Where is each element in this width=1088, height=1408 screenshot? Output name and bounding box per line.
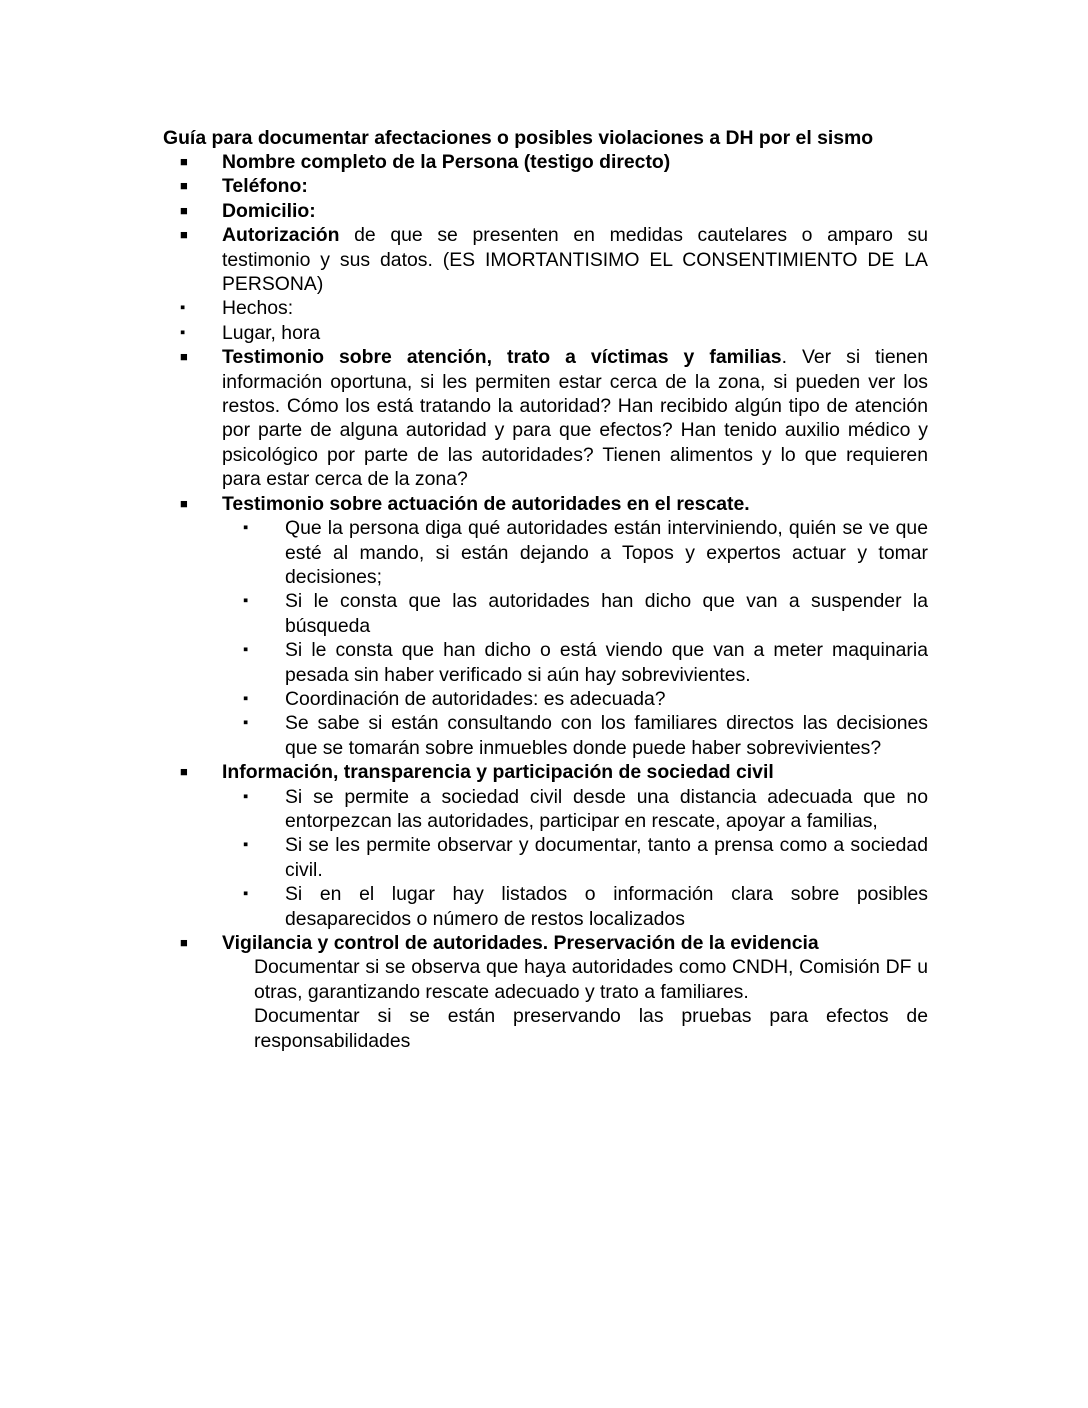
small-bullet-icon: ▪ (243, 641, 249, 659)
list-item-autorizacion (0, 223, 928, 296)
list-item-hechos (0, 296, 928, 320)
sublist (222, 516, 928, 760)
list-item-domicilio (0, 199, 928, 223)
list-item-informacion (0, 760, 928, 931)
list-item-telefono (0, 174, 928, 198)
paragraph: Documentar si se están preservando las pruebas para efectos de responsabilidades (254, 1005, 928, 1052)
square-bullet-icon: ■ (180, 202, 188, 218)
small-bullet-icon: ▪ (243, 689, 249, 707)
square-bullet-icon: ■ (180, 764, 188, 780)
small-bullet-icon: ▪ (180, 299, 186, 317)
guide-list (0, 150, 928, 1053)
document-title: Guía para documentar afectaciones o posibles violaciones a DH por el sismo (163, 127, 874, 149)
square-bullet-icon: ■ (180, 349, 188, 365)
item-label: Nombre completo de la Persona (testigo directo) (222, 151, 671, 173)
sublist-item: ▪ Si se permite a sociedad civil desde una distancia adecuada que no entorpezcan las autoridades, participar en rescate, apoyar a familias, (243, 785, 928, 832)
sublist-item: ▪ Si le consta que han dicho o está viendo que van a meter maquinaria pesada sin haber verificado si aún hay sobrevivientes. (243, 639, 928, 686)
item-label: Teléfono: (222, 175, 308, 198)
small-bullet-icon: ▪ (243, 787, 249, 805)
square-bullet-icon: ■ (180, 178, 188, 194)
small-bullet-icon: ▪ (243, 592, 249, 610)
small-bullet-icon: ▪ (243, 519, 249, 537)
list-item-nombre (0, 150, 928, 174)
item-text: de que se presenten en medidas cautelares o amparo su testimonio y sus datos. (ES IMORTANTISIMO EL CONSENTIMIENTO DE LA PERSONA) (222, 224, 928, 296)
item-text: Hechos: (222, 297, 294, 320)
item-label: Testimonio sobre actuación de autoridades en el rescate. (222, 492, 750, 515)
sublist-item: ▪ Si se les permite observar y documentar, tanto a prensa como a sociedad civil. (243, 834, 928, 881)
square-bullet-icon: ■ (180, 154, 188, 169)
list-item-lugar (0, 321, 928, 345)
item-label: Domicilio: (222, 199, 316, 222)
sublist (222, 785, 928, 931)
item-label: Testimonio sobre atención, trato a víctimas y familias (222, 346, 782, 369)
sublist-item: ▪ Si en el lugar hay listados o información clara sobre posibles desaparecidos o número de restos localizados (243, 883, 928, 930)
square-bullet-icon: ■ (180, 935, 188, 950)
small-bullet-icon: ▪ (243, 836, 249, 854)
small-bullet-icon: ▪ (243, 714, 249, 732)
list-item-testimonio-actuacion (0, 492, 928, 760)
item-label: Vigilancia y control de autoridades. Preservación de la evidencia (222, 932, 819, 954)
paragraph: Documentar si se observa que haya autoridades como CNDH, Comisión DF u otras, garantizando rescate adecuado y trato a familiares. (254, 956, 928, 1003)
item-text: . Ver si tienen información oportuna, si les permiten estar cerca de la zona, si pueden ver los restos. Cómo los está tratando la autoridad? Han recibido algún tipo de atención por parte de alguna autoridad y para que efectos? Han tenido auxilio médico y psicológico por parte de las autoridades? Tienen alimentos y lo que requieren para estar cerca de la zona? (222, 346, 928, 491)
item-text: Lugar, hora (222, 321, 321, 344)
item-label: Autorización (222, 224, 340, 247)
sublist-item: ▪ Se sabe si están consultando con los familiares directos las decisiones que se tomarán sobre inmuebles donde puede haber sobrevivientes? (243, 712, 928, 759)
list-item-vigilancia (0, 931, 928, 1053)
small-bullet-icon: ▪ (243, 885, 249, 903)
list-item-testimonio-atencion (0, 345, 928, 491)
sublist-item: ▪ Que la persona diga qué autoridades están interviniendo, quién se ve que esté al mando, si están dejando a Topos y expertos actuar y tomar decisiones; (243, 517, 928, 588)
small-bullet-icon: ▪ (180, 323, 186, 341)
square-bullet-icon: ■ (180, 227, 188, 243)
sublist-item: ▪ Si le consta que las autoridades han dicho que van a suspender la búsqueda (243, 590, 928, 637)
item-label: Información, transparencia y participación de sociedad civil (222, 761, 774, 784)
sublist-item: ▪ Coordinación de autoridades: es adecuada? (243, 687, 666, 710)
square-bullet-icon: ■ (180, 495, 188, 511)
